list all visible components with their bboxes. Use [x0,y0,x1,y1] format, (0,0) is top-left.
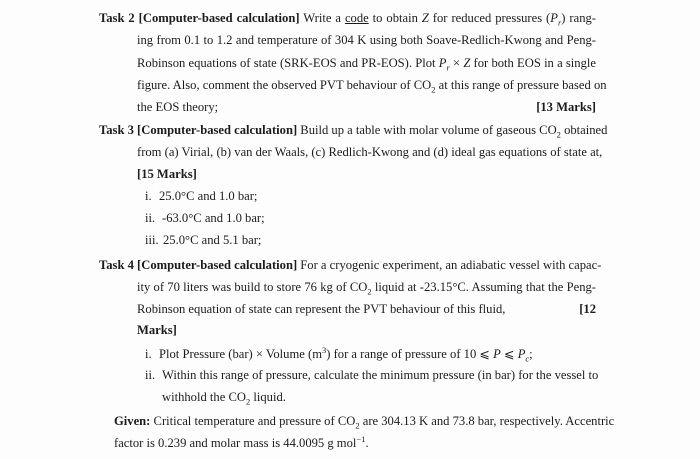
task2-line-2: ing from 0.1 to 1.2 and temperature of 304 K using both Soave-Redlich-Kwong and Peng- [137,33,596,47]
task2-marks: [13 Marks] [536,100,596,114]
task4-marks: [12 [579,302,596,316]
given-line-1: Given: Critical temperature and pressure of $CO_2$ are 304.13 K and 73.8 bar, respectively. Accentric [114,414,615,431]
list-item: i. Plot Pressure (bar) × Volume $(m^3)$ for a range of pressure of 10 ⩽ P ⩽ $P_c$; [145,344,533,364]
code-word: code [344,11,369,25]
list-item: i. 25.0°C and 1.0 bar; [145,189,258,203]
task3-marks: [15 Marks] [137,167,197,181]
task4-line-3: Robinson equation of state can represent the PVT behaviour of this fluid, [12 [137,302,596,316]
task4-label: Task 4 [99,258,134,272]
list-item: ii. Within this range of pressure, calculate the minimum pressure (in bar) for the vessel to [145,368,599,382]
list-item: iii. 25.0°C and 5.1 bar; [145,233,262,247]
task4-tag: [Computer-based calculation] [137,258,298,272]
list-item: ii. -63.0°C and 1.0 bar; [145,211,265,225]
task3-line-1: Task 3 [Computer-based calculation] Build up a table with molar volume of gaseous $CO_2$ obtained [99,123,608,140]
task2-line-3: Robinson equations of state (SRK-EOS and PR-EOS). Plot $P_r \times Z$ for both EOS in a single [137,56,596,73]
task3-label: Task 3 [99,123,134,137]
given-line-2: factor is 0.239 and molar mass is 44.0095 g mol$^{-1}$. [114,433,369,450]
task4-marks-cont: Marks] [137,323,177,337]
task2-tag: [Computer-based calculation] [138,11,300,25]
task2-line-4: figure. Also, comment the observed PVT behaviour of $CO_2$ at this range of pressure based on [137,78,607,95]
task2-line-5: the EOS theory; [13 Marks] [137,100,596,114]
task3-tag: [Computer-based calculation] [137,123,298,137]
task2-label: Task 2 [99,11,135,25]
task4-line-1: Task 4 [Computer-based calculation] For a cryogenic experiment, an adiabatic vessel with capac- [99,258,602,272]
list-item-cont: withhold the $CO_2$ liquid. [162,390,286,407]
task2-line-1: Task 2 [Computer-based calculation] Write a code to obtain Z for reduced pressures $(P_r)$ rang- [99,11,596,28]
task4-line-2: ity of 70 liters was build to store 76 kg of $CO_2$ liquid at -23.15°C. Assuming that the Peng- [137,280,596,297]
task3-line-2: from (a) Virial, (b) van der Waals, (c) Redlich-Kwong and (d) ideal gas equations of state at, [137,145,603,159]
given-label: Given: [114,414,151,428]
